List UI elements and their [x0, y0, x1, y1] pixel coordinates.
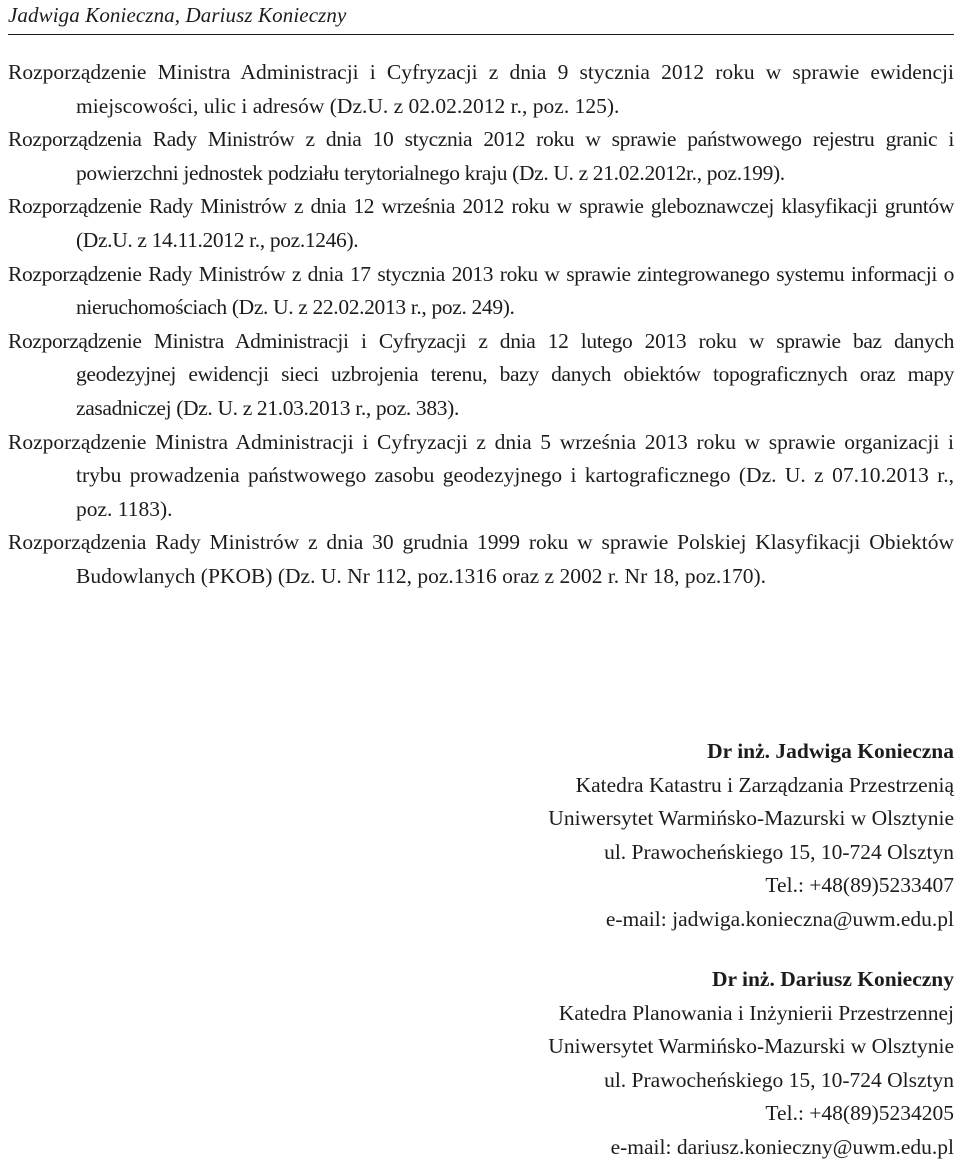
reference-item: Rozporządzenie Ministra Administracji i Cyfryzacji z dnia 9 stycznia 2012 roku w sprawie ewidencji miejscowości, ulic i adresów (Dz.U. z 02.02.2012 r., poz. 125).: [8, 60, 954, 118]
author-email: e-mail: dariusz.konieczny@uwm.edu.pl: [610, 1134, 954, 1159]
author-block: [254, 963, 954, 1165]
author-phone: Tel.: +48(89)5234205: [765, 1101, 954, 1126]
author-university: Uniwersytet Warmińsko-Mazurski w Olsztynie: [548, 806, 954, 831]
author-email: e-mail: jadwiga.konieczna@uwm.edu.pl: [605, 906, 954, 931]
reference-list: [8, 56, 954, 594]
author-phone: Tel.: +48(89)5233407: [765, 873, 954, 898]
reference-item: Rozporządzenie Rady Ministrów z dnia 17 stycznia 2013 roku w sprawie zintegrowanego systemu informacji o nieruchomościach (Dz. U. z 22.02.2013 r., poz. 249).: [8, 261, 954, 320]
author-address: ul. Prawocheńskiego 15, 10-724 Olsztyn: [604, 1067, 954, 1092]
author-address: ul. Prawocheńskiego 15, 10-724 Olsztyn: [604, 839, 954, 864]
reference-item: Rozporządzenia Rady Ministrów z dnia 10 stycznia 2012 roku w sprawie państwowego rejestru granic i powierzchni jednostek podziału terytorialnego kraju (Dz. U. z 21.02.2012r., poz.199).: [8, 127, 954, 185]
running-header: Jadwiga Konieczna, Dariusz Konieczny: [8, 3, 347, 27]
reference-item: Rozporządzenie Ministra Administracji i Cyfryzacji z dnia 5 września 2013 roku w sprawie organizacji i trybu prowadzenia państwowego zasobu geodezyjnego i kartograficznego (Dz. U. z 07.10.2013 r., poz. 1183).: [8, 429, 954, 521]
author-university: Uniwersytet Warmińsko-Mazurski w Olsztynie: [548, 1034, 954, 1059]
author-name: Dr inż. Dariusz Konieczny: [711, 967, 954, 991]
author-department: Katedra Katastru i Zarządzania Przestrzenią: [575, 772, 954, 797]
author-name: Dr inż. Jadwiga Konieczna: [707, 739, 954, 763]
header-rule: [8, 34, 954, 35]
reference-item: Rozporządzenie Rady Ministrów z dnia 12 września 2012 roku w sprawie gleboznawczej klasyfikacji gruntów (Dz.U. z 14.11.2012 r., poz.1246).: [8, 194, 954, 252]
author-department: Katedra Planowania i Inżynierii Przestrzennej: [558, 1000, 954, 1025]
reference-item: Rozporządzenia Rady Ministrów z dnia 30 grudnia 1999 roku w sprawie Polskiej Klasyfikacji Obiektów Budowlanych (PKOB) (Dz. U. Nr 112, poz.1316 oraz z 2002 r. Nr 18, poz.170).: [8, 530, 954, 588]
reference-item: Rozporządzenie Ministra Administracji i Cyfryzacji z dnia 12 lutego 2013 roku w sprawie baz danych geodezyjnej ewidencji sieci uzbrojenia terenu, bazy danych obiektów topograficznych oraz mapy zasadniczej (Dz. U. z 21.03.2013 r., poz. 383).: [8, 328, 954, 420]
author-block: [254, 735, 954, 937]
